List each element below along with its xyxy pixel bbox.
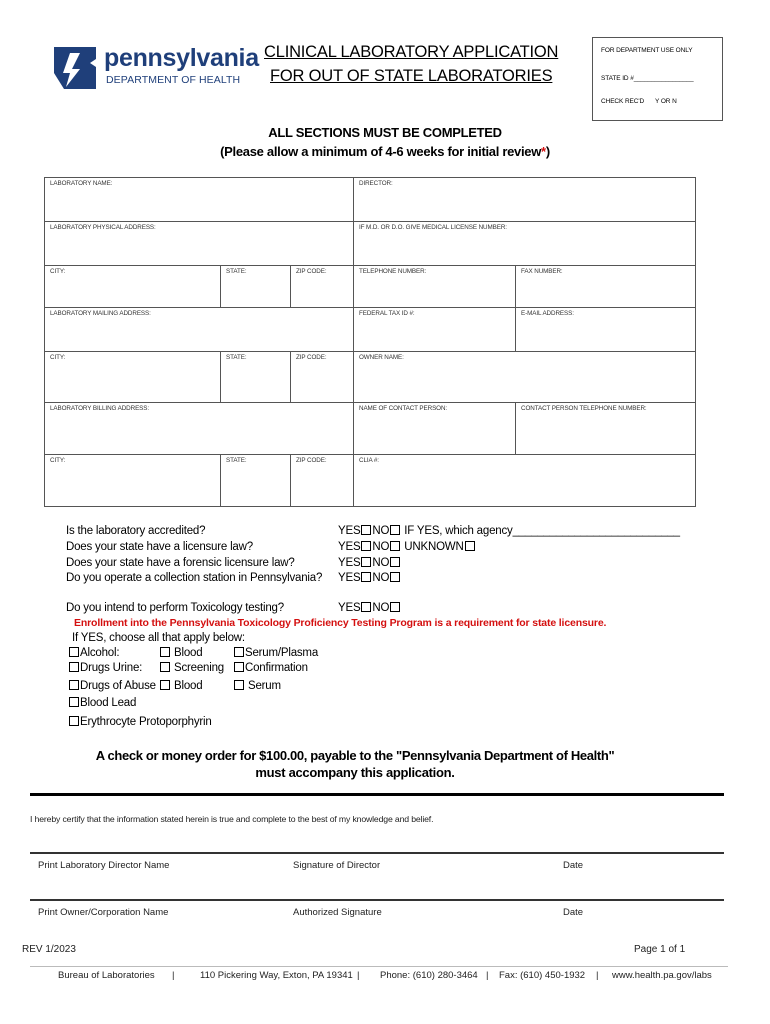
yes-label: YES <box>338 602 361 614</box>
print-owner-label: Print Owner/Corporation Name <box>38 907 169 918</box>
field-label: LABORATORY NAME: <box>50 180 113 187</box>
yes-checkbox[interactable] <box>361 525 371 535</box>
license-number-field[interactable] <box>354 222 696 266</box>
drugs-abuse-checkbox[interactable] <box>69 680 79 690</box>
footer-address: 110 Pickering Way, Exton, PA 19341 <box>200 970 353 981</box>
alcohol-label: Alcohol: <box>80 647 120 659</box>
question-accredited: Is the laboratory accredited? <box>66 525 206 537</box>
page-title-line2: FOR OUT OF STATE LABORATORIES <box>270 67 553 85</box>
signature-director-label: Signature of Director <box>293 860 381 871</box>
zip-field-3[interactable] <box>291 455 354 507</box>
option-drugs-abuse <box>68 680 156 692</box>
certification-statement: I hereby certify that the information stated herein is true and complete to the best of my knowledge and belief. <box>30 814 434 824</box>
payment-line1: A check or money order for $100.00, payable to the "Pennsylvania Department of Health" <box>95 748 615 763</box>
option-serum <box>233 680 281 692</box>
footer-sep-2: | <box>357 970 360 981</box>
blood-checkbox[interactable] <box>160 647 170 657</box>
no-checkbox[interactable] <box>390 557 400 567</box>
alcohol-checkbox[interactable] <box>69 647 79 657</box>
abuse-blood-checkbox[interactable] <box>160 680 170 690</box>
option-confirmation <box>233 662 308 674</box>
yes-label: YES <box>338 525 361 537</box>
answer-row-1 <box>338 525 680 537</box>
revision-label: REV 1/2023 <box>22 944 76 955</box>
yes-label: YES <box>338 572 361 584</box>
no-checkbox[interactable] <box>390 541 400 551</box>
no-label: NO <box>372 557 390 569</box>
field-label: E-MAIL ADDRESS: <box>521 310 574 317</box>
mailing-address-field[interactable] <box>45 308 354 352</box>
drugs-abuse-label: Drugs of Abuse <box>80 680 156 692</box>
owner-name-field[interactable] <box>354 352 696 403</box>
blood-lead-label: Blood Lead <box>80 697 137 709</box>
option-screening <box>159 662 224 674</box>
state-field-2[interactable] <box>221 352 291 403</box>
question-licensure-law: Does your state have a licensure law? <box>66 541 253 553</box>
field-label: CITY: <box>50 457 66 464</box>
yes-checkbox[interactable] <box>361 541 371 551</box>
blood-lead-checkbox[interactable] <box>69 697 79 707</box>
fax-field[interactable] <box>516 266 696 308</box>
enrollment-requirement: Enrollment into the Pennsylvania Toxicology Proficiency Testing Program is a requirement for state licensure. <box>74 617 607 629</box>
yes-checkbox[interactable] <box>361 557 371 567</box>
clia-field[interactable] <box>354 455 696 507</box>
serum-plasma-label: Serum/Plasma <box>245 647 319 659</box>
field-label: CITY: <box>50 268 66 275</box>
yes-checkbox[interactable] <box>361 572 371 582</box>
contact-person-field[interactable] <box>354 403 516 455</box>
footer-sep-3: | <box>486 970 489 981</box>
option-abuse-blood <box>159 680 202 692</box>
footer-phone: Phone: (610) 280-3464 <box>380 970 478 981</box>
contact-phone-field[interactable] <box>516 403 696 455</box>
abuse-blood-label: Blood <box>174 680 203 692</box>
field-label: ZIP CODE: <box>296 268 327 275</box>
city-field-3[interactable] <box>45 455 221 507</box>
no-label: NO <box>372 572 390 584</box>
instructions-text: (Please allow a minimum of 4-6 weeks for initial review <box>220 144 542 159</box>
date-label-1: Date <box>563 860 584 871</box>
instructions-line1: ALL SECTIONS MUST BE COMPLETED <box>268 125 502 140</box>
drugs-urine-checkbox[interactable] <box>69 662 79 672</box>
confirmation-label: Confirmation <box>245 662 308 674</box>
field-label: DIRECTOR: <box>359 180 393 187</box>
option-alcohol-blood <box>159 647 202 659</box>
telephone-field[interactable] <box>354 266 516 308</box>
field-label: ZIP CODE: <box>296 354 327 361</box>
state-field[interactable] <box>221 266 291 308</box>
agency-field[interactable]: IF YES, which agency___________________________ <box>404 525 680 537</box>
authorized-signature-label: Authorized Signature <box>293 907 382 918</box>
field-label: CONTACT PERSON TELEPHONE NUMBER: <box>521 405 647 412</box>
field-label: LABORATORY PHYSICAL ADDRESS: <box>50 224 156 231</box>
field-label: LABORATORY MAILING ADDRESS: <box>50 310 151 317</box>
answer-row-5 <box>338 602 401 614</box>
erythrocyte-label: Erythrocyte Protoporphyrin <box>80 716 212 728</box>
option-alcohol <box>68 647 119 659</box>
field-label: ZIP CODE: <box>296 457 327 464</box>
section-divider <box>30 793 724 796</box>
zip-field[interactable] <box>291 266 354 308</box>
logo-department: DEPARTMENT OF HEALTH <box>106 74 241 86</box>
no-label: NO <box>372 525 390 537</box>
option-blood-lead <box>68 697 136 709</box>
yes-checkbox[interactable] <box>361 602 371 612</box>
blood-label: Blood <box>174 647 203 659</box>
option-serum-plasma <box>233 647 318 659</box>
signature-line-2 <box>30 899 724 901</box>
check-recd-yn[interactable]: Y OR N <box>655 98 677 105</box>
field-label: FAX NUMBER: <box>521 268 563 275</box>
state-field-3[interactable] <box>221 455 291 507</box>
instructions-line2 <box>0 144 770 159</box>
question-forensic-law: Does your state have a forensic licensure law? <box>66 557 295 569</box>
billing-address-field[interactable] <box>45 403 354 455</box>
serum-checkbox[interactable] <box>234 680 244 690</box>
field-label: LABORATORY BILLING ADDRESS: <box>50 405 150 412</box>
field-label: STATE: <box>226 268 247 275</box>
city-field[interactable] <box>45 266 221 308</box>
footer-website[interactable]: www.health.pa.gov/labs <box>612 970 712 981</box>
no-checkbox[interactable] <box>390 572 400 582</box>
footer-sep-1: | <box>172 970 175 981</box>
dept-use-label: FOR DEPARTMENT USE ONLY <box>601 47 693 54</box>
field-label: FEDERAL TAX ID #: <box>359 310 415 317</box>
payment-line2: must accompany this application. <box>255 765 455 780</box>
logo-name: pennsylvania <box>104 44 259 72</box>
field-label: CITY: <box>50 354 66 361</box>
federal-tax-id-field[interactable] <box>354 308 516 352</box>
question-collection-station: Do you operate a collection station in Pennsylvania? <box>66 572 323 584</box>
field-label: TELEPHONE NUMBER: <box>359 268 427 275</box>
answer-row-3 <box>338 557 401 569</box>
field-label: NAME OF CONTACT PERSON: <box>359 405 448 412</box>
date-label-2: Date <box>563 907 584 918</box>
drugs-urine-label: Drugs Urine: <box>80 662 143 674</box>
page-title-line1: CLINICAL LABORATORY APPLICATION <box>264 43 559 61</box>
lab-info-grid <box>44 177 696 507</box>
field-label: IF M.D. OR D.O. GIVE MEDICAL LICENSE NUMBER: <box>359 224 507 231</box>
footer-bureau: Bureau of Laboratories <box>58 970 155 981</box>
yes-label: YES <box>338 557 361 569</box>
city-field-2[interactable] <box>45 352 221 403</box>
field-label: OWNER NAME: <box>359 354 404 361</box>
department-use-box <box>592 37 723 121</box>
unknown-label: UNKNOWN <box>404 541 464 553</box>
question-toxicology: Do you intend to perform Toxicology testing? <box>66 602 284 614</box>
no-label: NO <box>372 602 390 614</box>
footer-sep-4: | <box>596 970 599 981</box>
field-label: CLIA #: <box>359 457 379 464</box>
erythrocyte-checkbox[interactable] <box>69 716 79 726</box>
no-checkbox[interactable] <box>390 525 400 535</box>
laboratory-name-field[interactable] <box>45 178 354 222</box>
serum-plasma-checkbox[interactable] <box>234 647 244 657</box>
check-recd-label: CHECK REC'D <box>601 98 645 105</box>
option-erythrocyte <box>68 716 212 728</box>
screening-checkbox[interactable] <box>160 662 170 672</box>
field-label: STATE: <box>226 457 247 464</box>
confirmation-checkbox[interactable] <box>234 662 244 672</box>
page-number: Page 1 of 1 <box>634 944 686 955</box>
no-label: NO <box>372 541 390 553</box>
no-checkbox[interactable] <box>390 602 400 612</box>
footer-rule <box>30 966 728 967</box>
pa-keystone-logo-icon <box>50 43 100 93</box>
screening-label: Screening <box>174 662 224 674</box>
option-drugs-urine <box>68 662 142 674</box>
unknown-checkbox[interactable] <box>465 541 475 551</box>
answer-row-4 <box>338 572 401 584</box>
physical-address-field[interactable] <box>45 222 354 266</box>
answer-row-2 <box>338 541 476 553</box>
director-field[interactable] <box>354 178 696 222</box>
email-field[interactable] <box>516 308 696 352</box>
asterisk: * <box>541 144 546 159</box>
print-director-label: Print Laboratory Director Name <box>38 860 170 871</box>
signature-line-1 <box>30 852 724 854</box>
zip-field-2[interactable] <box>291 352 354 403</box>
footer-fax: Fax: (610) 450-1932 <box>499 970 586 981</box>
field-label: STATE: <box>226 354 247 361</box>
state-id-field[interactable]: STATE ID #_________________ <box>601 75 694 82</box>
instructions-close: ) <box>545 144 550 159</box>
serum-label: Serum <box>248 680 281 692</box>
yes-label: YES <box>338 541 361 553</box>
choose-instructions: If YES, choose all that apply below: <box>72 632 245 644</box>
